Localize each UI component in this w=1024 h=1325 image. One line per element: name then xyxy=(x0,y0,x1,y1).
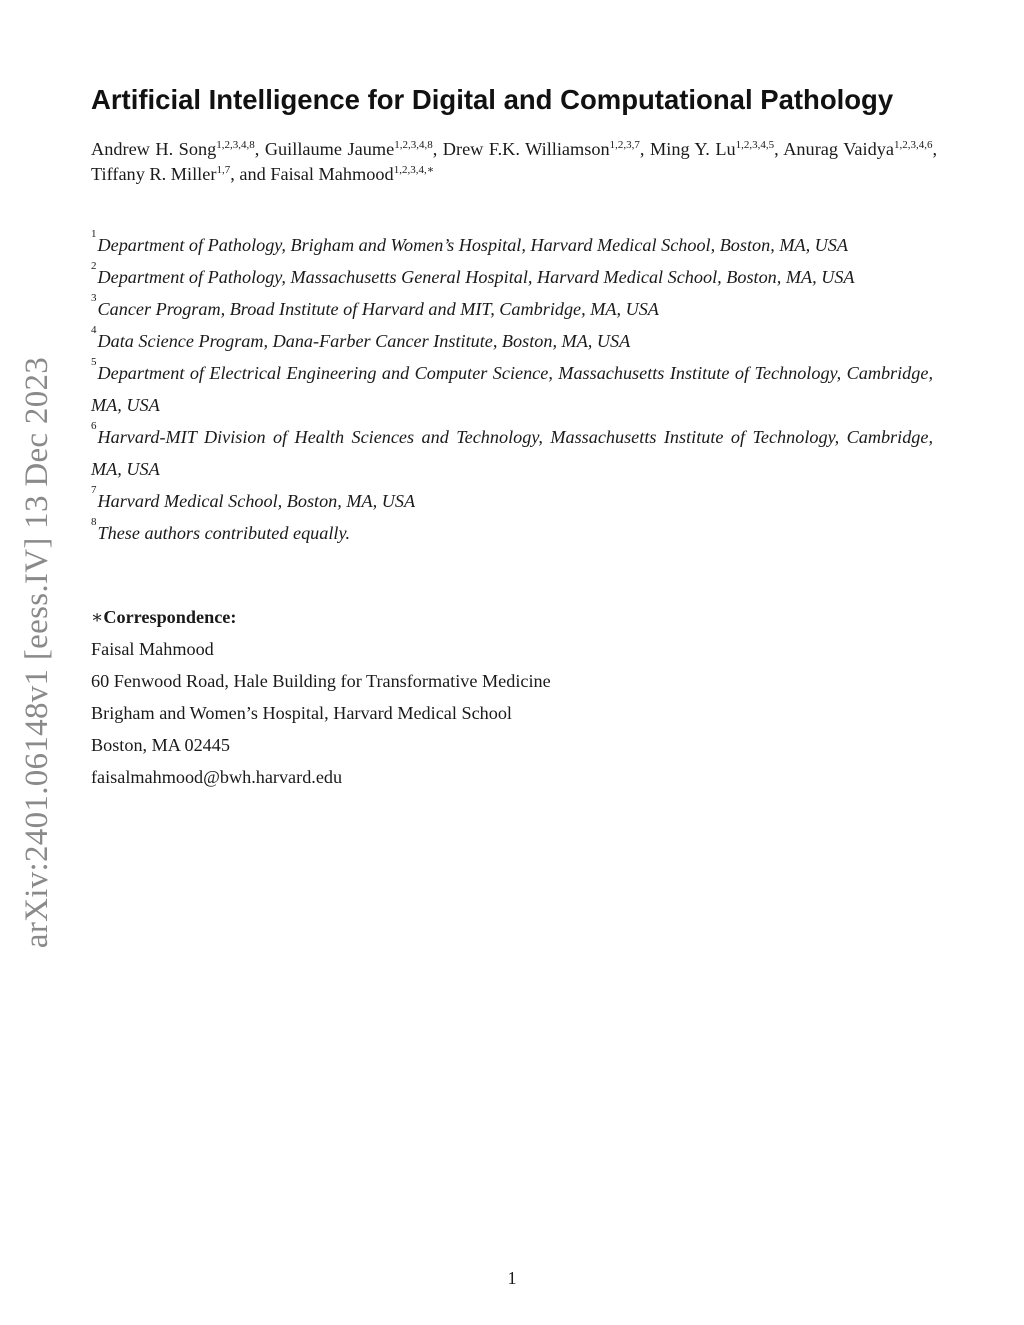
author-separator: , and xyxy=(230,164,271,184)
affiliation-text: These authors contributed equally. xyxy=(97,523,351,543)
author-affiliation-marks: 1,2,3,7 xyxy=(609,139,640,151)
author-affiliation-marks: 1,2,3,4,8 xyxy=(216,139,255,151)
affiliation-text: Cancer Program, Broad Institute of Harvard and MIT, Cambridge, MA, USA xyxy=(97,299,659,319)
affiliation-number: 7 xyxy=(91,483,97,496)
page-number: 1 xyxy=(507,1268,517,1288)
correspondence-block xyxy=(91,601,791,793)
affiliation-text: Data Science Program, Dana-Farber Cancer Institute, Boston, MA, USA xyxy=(97,331,631,351)
author-name: Ming Y. Lu xyxy=(650,139,736,159)
author-name: Drew F.K. Williamson xyxy=(442,139,610,159)
affiliation-item xyxy=(91,325,933,357)
arxiv-identifier-stamp xyxy=(14,352,62,952)
affiliation-number: 2 xyxy=(91,259,97,272)
author-affiliation-marks: 1,2,3,4,6 xyxy=(893,139,933,151)
author-name: Anurag Vaidya xyxy=(783,139,894,159)
author-name: Faisal Mahmood xyxy=(270,164,394,184)
correspondence-heading: Correspondence: xyxy=(103,607,237,627)
affiliation-list xyxy=(91,229,933,549)
affiliation-text: Harvard-MIT Division of Health Sciences and Technology, Massachusetts Institute of Technology, Cambridge, MA, USA xyxy=(91,427,933,479)
correspondence-email: faisalmahmood@bwh.harvard.edu xyxy=(91,767,343,787)
author-separator: , xyxy=(774,139,784,159)
affiliation-number: 3 xyxy=(91,291,97,304)
author-affiliation-marks: 1,2,3,4,8 xyxy=(394,139,433,151)
author-affiliation-marks: 1,2,3,4,∗ xyxy=(393,164,435,176)
affiliation-number: 4 xyxy=(91,323,97,336)
correspondence-heading-line xyxy=(91,601,791,633)
affiliation-text: Department of Pathology, Massachusetts General Hospital, Harvard Medical School, Boston, MA, USA xyxy=(97,267,855,287)
author-separator: , xyxy=(932,139,938,159)
author-name: Tiffany R. Miller xyxy=(91,164,217,184)
affiliation-number: 1 xyxy=(91,227,97,240)
correspondence-address-line: Boston, MA 02445 xyxy=(91,735,230,755)
affiliation-text: Harvard Medical School, Boston, MA, USA xyxy=(97,491,416,511)
correspondence-name: Faisal Mahmood xyxy=(91,639,214,659)
paper-title: Artificial Intelligence for Digital and Computational Pathology xyxy=(91,84,894,115)
affiliation-number: 6 xyxy=(91,419,97,432)
affiliation-number: 5 xyxy=(91,355,97,368)
affiliation-text: Department of Pathology, Brigham and Women’s Hospital, Harvard Medical School, Boston, MA, USA xyxy=(97,235,849,255)
author-separator: , xyxy=(432,139,443,159)
affiliation-item xyxy=(91,229,933,261)
affiliation-item xyxy=(91,293,933,325)
correspondence-address-line: 60 Fenwood Road, Hale Building for Transformative Medicine xyxy=(91,671,551,691)
correspondence-address-line: Brigham and Women’s Hospital, Harvard Medical School xyxy=(91,703,512,723)
author-name: Andrew H. Song xyxy=(91,139,217,159)
author-affiliation-marks: 1,7 xyxy=(216,164,231,176)
affiliation-item xyxy=(91,485,933,517)
author-affiliation-marks: 1,2,3,4,5 xyxy=(735,139,775,151)
affiliation-item xyxy=(91,421,933,485)
author-list xyxy=(91,137,937,187)
author-separator: , xyxy=(639,139,650,159)
affiliation-item xyxy=(91,261,933,293)
affiliation-item xyxy=(91,357,933,421)
affiliation-item xyxy=(91,517,933,549)
affiliation-text: Department of Electrical Engineering and Computer Science, Massachusetts Institute of Technology, Cambridge, MA, USA xyxy=(91,363,933,415)
arxiv-identifier-text: arXiv:2401.06148v1 [eess.IV] 13 Dec 2023 xyxy=(19,356,56,948)
author-name: Guillaume Jaume xyxy=(264,139,395,159)
correspondence-marker: ∗ xyxy=(91,607,104,627)
author-separator: , xyxy=(254,139,265,159)
affiliation-number: 8 xyxy=(91,515,97,528)
